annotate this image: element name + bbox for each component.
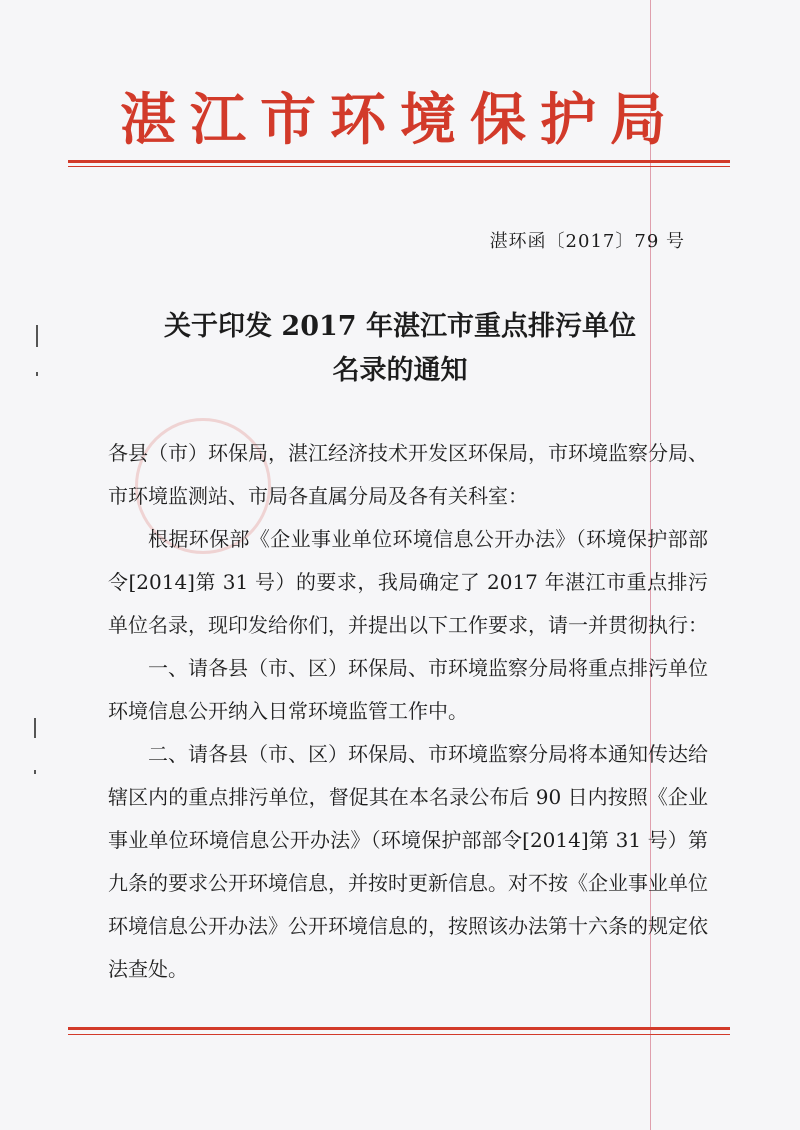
document-body [108,432,708,991]
footer-red-rule [68,1027,730,1030]
title-line-2: 名录的通知 [332,355,468,386]
document-title [0,305,800,393]
scan-speck [34,718,36,738]
document-number: 湛环函〔2017〕79 号 [489,231,685,252]
salutation-paragraph: 各县（市）环保局，湛江经济技术开发区环保局，市环境监察分局、市环境监测站、市局各直属分局及各有关科室： [108,441,708,508]
footer-red-rule-thin [68,1034,730,1035]
requirement-item-1: 一、请各县（市、区）环保局、市环境监察分局将重点排污单位环境信息公开纳入日常环境监管工作中。 [108,656,708,723]
requirement-item-2: 二、请各县（市、区）环保局、市环境监察分局将本通知传达给辖区内的重点排污单位，督促其在本名录公布后 90 日内按照《企业事业单位环境信息公开办法》（环境保护部部令[2014]第 31 号）第九条的要求公开环境信息，并按时更新信息。对不按《企业事业单位环境信息公开办法》公开环境信息的，按照该办法第十六条的规定依法查处。 [108,742,708,981]
masthead-org-name: 湛江市环境保护局 [120,87,680,153]
masthead-red-rule [68,160,730,163]
intro-paragraph: 根据环保部《企业事业单位环境信息公开办法》（环境保护部部令[2014]第 31 号）的要求，我局确定了 2017 年湛江市重点排污单位名录，现印发给你们，并提出以下工作要求，请一并贯彻执行： [108,527,708,637]
masthead-red-rule-thin [68,166,730,167]
scan-speck [34,770,36,774]
title-line-1: 关于印发 2017 年湛江市重点排污单位 [164,311,636,342]
